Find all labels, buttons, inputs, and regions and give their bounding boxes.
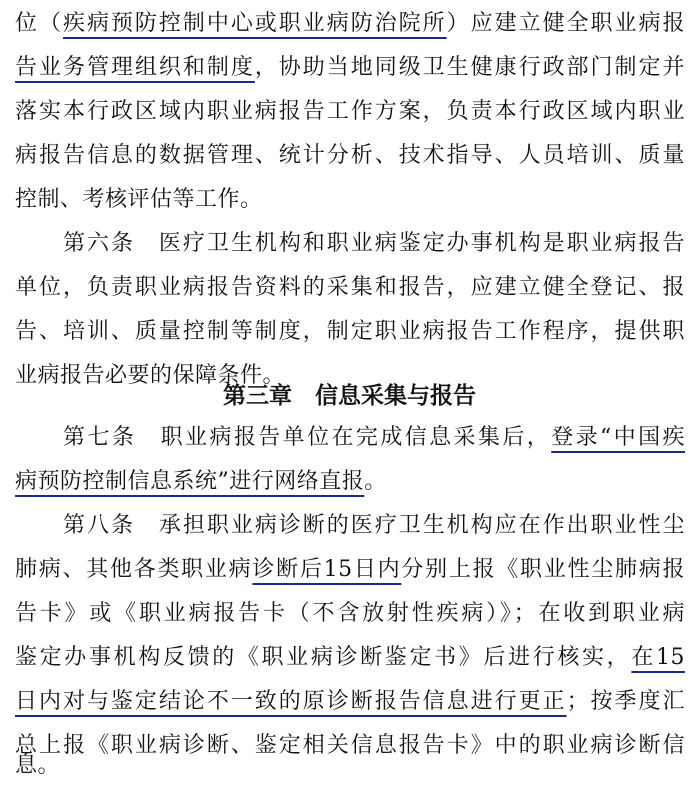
- paragraph-line: 总上报《职业病诊断、鉴定相关信息报告卡》中的职业病诊断信: [15, 733, 685, 758]
- paragraph-line: 落实本行政区域内职业病报告工作方案，负责本行政区域内职业: [15, 99, 685, 124]
- paragraph-line: 告业务管理组织和制度，协助当地同级卫生健康行政部门制定并: [15, 55, 685, 80]
- highlighted-text: 在15: [631, 645, 685, 670]
- paragraph-line: 控制、考核评估等工作。: [15, 187, 263, 212]
- paragraph-line: 告、培训、质量控制等制度，制定职业病报告工作程序，提供职: [15, 319, 685, 344]
- highlighted-text: 病预防控制信息系统”进行网络直报: [15, 469, 365, 494]
- highlighted-text: 诊断后15日内: [252, 557, 402, 582]
- highlighted-text: 疾病预防控制中心或职业病防治院所: [62, 11, 447, 36]
- paragraph-line: 告卡》或《职业病报告卡（不含放射性疾病）》；在收到职业病: [15, 601, 685, 626]
- paragraph-line: 息。: [15, 753, 61, 778]
- article-8-first-line: 第八条 承担职业病诊断的医疗卫生机构应在作出职业性尘: [63, 513, 685, 538]
- article-7-first-line: 第七条 职业病报告单位在完成信息采集后，登录“中国疾: [63, 425, 685, 450]
- paragraph-line: 病预防控制信息系统”进行网络直报。: [15, 469, 387, 494]
- highlighted-text: 日内对与鉴定结论不一致的原诊断报告信息进行更正: [15, 689, 567, 714]
- paragraph-line: 位（疾病预防控制中心或职业病防治院所）应建立健全职业病报: [15, 11, 685, 36]
- article-6-first-line: 第六条 医疗卫生机构和职业病鉴定办事机构是职业病报告: [63, 231, 685, 256]
- paragraph-line: 日内对与鉴定结论不一致的原诊断报告信息进行更正；按季度汇: [15, 689, 685, 714]
- paragraph-line: 单位，负责职业病报告资料的采集和报告，应建立健全登记、报: [15, 275, 685, 300]
- highlighted-text: 登录“中国疾: [551, 425, 685, 450]
- paragraph-line: 鉴定办事机构反馈的《职业病诊断鉴定书》后进行核实，在15: [15, 645, 685, 670]
- paragraph-line: 病报告信息的数据管理、统计分析、技术指导、人员培训、质量: [15, 143, 685, 168]
- chapter-heading: 第三章 信息采集与报告: [223, 383, 476, 409]
- paragraph-line: 肺病、其他各类职业病诊断后15日内分别上报《职业性尘肺病报: [15, 557, 685, 582]
- highlighted-text: 告业务管理组织和制度: [15, 55, 255, 80]
- paragraph-line: 业病报告必要的保障条件。: [15, 363, 286, 388]
